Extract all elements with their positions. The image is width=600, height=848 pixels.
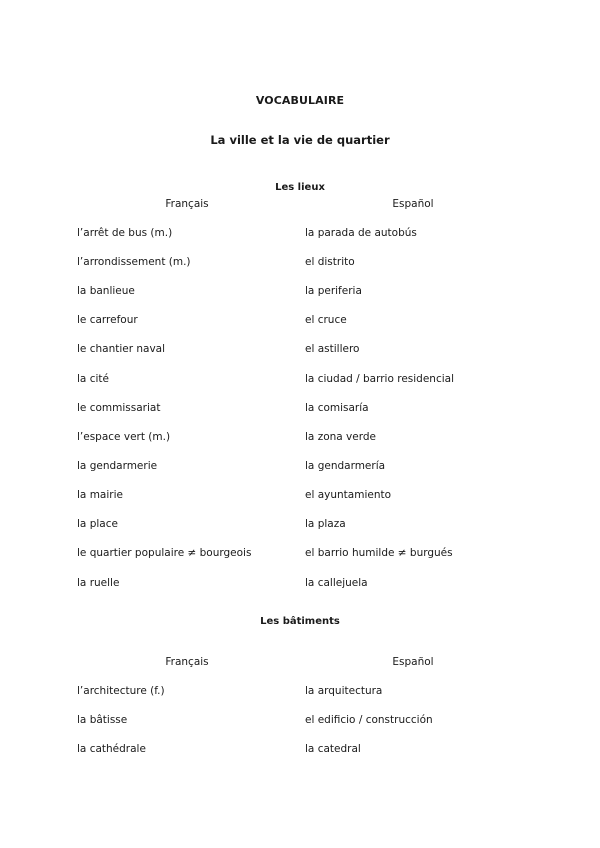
french-term: la banlieue	[77, 285, 135, 297]
vocab-row	[0, 714, 600, 730]
french-term: la ruelle	[77, 577, 120, 589]
spanish-term: el cruce	[305, 314, 347, 326]
spanish-term: la zona verde	[305, 431, 376, 443]
column-header-francais: Français	[165, 198, 209, 210]
vocab-row	[0, 373, 600, 389]
vocab-row	[0, 227, 600, 243]
spanish-term: el distrito	[305, 256, 355, 268]
french-term: la cathédrale	[77, 743, 146, 755]
vocab-row	[0, 314, 600, 330]
vocab-row	[0, 577, 600, 593]
french-term: l’arrondissement (m.)	[77, 256, 191, 268]
spanish-term: la comisaría	[305, 402, 369, 414]
column-header-espanol: Español	[392, 198, 434, 210]
spanish-term: la gendarmería	[305, 460, 386, 472]
spanish-term: la catedral	[305, 743, 361, 755]
spanish-term: la arquitectura	[305, 685, 383, 697]
french-term: l’arrêt de bus (m.)	[77, 227, 173, 239]
spanish-term: la callejuela	[305, 577, 368, 589]
spanish-term: el edificio / construcción	[305, 714, 433, 726]
french-term: la mairie	[77, 489, 123, 501]
column-header-espanol: Español	[392, 656, 434, 668]
spanish-term: la ciudad / barrio residencial	[305, 373, 454, 385]
document-title: VOCABULAIRE	[255, 94, 345, 107]
french-term: l’architecture (f.)	[77, 685, 165, 697]
spanish-term: la plaza	[305, 518, 346, 530]
french-term: l’espace vert (m.)	[77, 431, 171, 443]
french-term: la bâtisse	[77, 714, 128, 726]
french-term: le chantier naval	[77, 343, 166, 355]
french-term: la place	[77, 518, 118, 530]
vocab-row	[0, 256, 600, 272]
spanish-term: el astillero	[305, 343, 360, 355]
vocab-row	[0, 743, 600, 759]
vocab-row	[0, 685, 600, 701]
vocab-row	[0, 285, 600, 301]
vocab-row	[0, 489, 600, 505]
spanish-term: la parada de autobús	[305, 227, 417, 239]
spanish-term: el ayuntamiento	[305, 489, 392, 501]
vocab-row	[0, 431, 600, 447]
french-term: la gendarmerie	[77, 460, 158, 472]
document-subtitle: La ville et la vie de quartier	[210, 133, 390, 147]
french-term: la cité	[77, 373, 109, 385]
vocab-row	[0, 402, 600, 418]
section-title-les-batiments: Les bâtiments	[260, 616, 340, 627]
section-title-les-lieux: Les lieux	[275, 182, 325, 193]
vocab-row	[0, 343, 600, 359]
french-term: le commissariat	[77, 402, 161, 414]
spanish-term: la periferia	[305, 285, 362, 297]
vocab-row	[0, 460, 600, 476]
french-term: le carrefour	[77, 314, 138, 326]
french-term: le quartier populaire ≠ bourgeois	[77, 547, 252, 559]
column-header-francais: Français	[165, 656, 209, 668]
vocab-row	[0, 518, 600, 534]
spanish-term: el barrio humilde ≠ burgués	[305, 547, 453, 559]
vocab-row	[0, 547, 600, 563]
